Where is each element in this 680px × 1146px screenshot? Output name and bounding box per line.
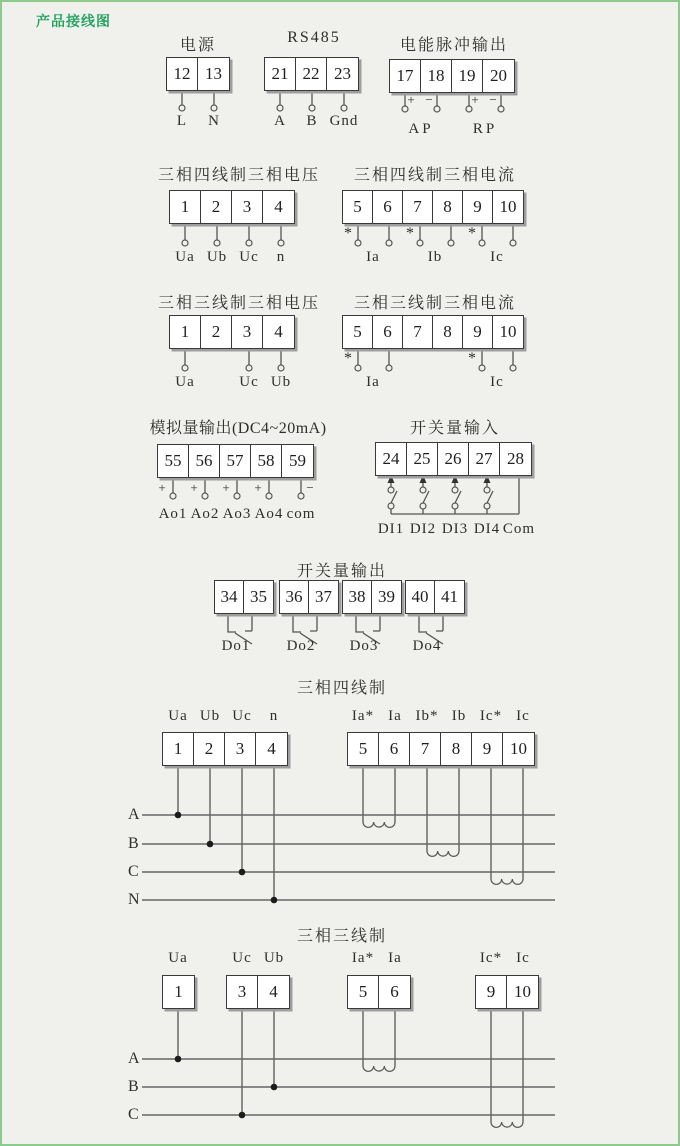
terminal-6: 6 (373, 316, 403, 348)
label-Ia-star: Ia* (351, 708, 375, 724)
terminal-strip-w3-ucub (226, 975, 290, 1009)
terminal-28: 28 (507, 449, 524, 468)
terminal-13: 13 (205, 64, 222, 83)
terminal-23: 23 (334, 64, 351, 83)
terminal-3: 3 (225, 733, 256, 765)
terminal-3: 3 (232, 191, 263, 223)
bus-label-B: B (128, 835, 139, 852)
page-title: 产品接线图 (36, 13, 111, 29)
terminal-strip-w4-voltage (162, 732, 288, 766)
terminal-34: 34 (215, 581, 244, 613)
label-Uc: Uc (232, 708, 252, 724)
label-Ia: Ia (388, 708, 402, 724)
terminal-26: 26 (438, 443, 469, 475)
terminal-1: 1 (170, 316, 201, 348)
label-Ub: Ub (199, 708, 221, 724)
terminal-10: 10 (499, 197, 517, 216)
label-n: n (269, 708, 279, 724)
terminal-36: 36 (280, 581, 309, 613)
label-Com: Com (502, 521, 536, 537)
label-Ic: Ic (516, 950, 530, 966)
section-title-w3: 三相三线制 (296, 928, 388, 945)
label-Ua: Ua (168, 708, 188, 724)
plus-sign: + (222, 480, 230, 495)
polarity-star-icon: * (468, 225, 476, 242)
terminal-strip-w3-ua (162, 975, 195, 1009)
polarity-star-icon: * (344, 225, 352, 242)
terminal-8: 8 (441, 733, 472, 765)
label-RP: RP (472, 121, 498, 137)
terminal-3: 3 (227, 976, 258, 1008)
section-title-w4: 三相四线制 (296, 680, 388, 697)
terminal-2: 2 (201, 191, 232, 223)
terminal-58: 58 (251, 445, 282, 477)
terminal-4: 4 (267, 739, 276, 758)
w3-drop-wires (178, 1009, 523, 1122)
label-Ib: Ib (451, 708, 467, 724)
terminal-5: 5 (343, 316, 373, 348)
label-Ic: Ic (516, 708, 530, 724)
minus-sign: − (489, 92, 497, 107)
label-N: N (208, 113, 220, 129)
plus-sign: + (190, 480, 198, 495)
terminal-7: 7 (410, 733, 441, 765)
label-Ia: Ia (366, 249, 380, 265)
terminal-57: 57 (220, 445, 251, 477)
terminal-21: 21 (265, 58, 296, 90)
label-Ao4: Ao4 (254, 506, 284, 522)
terminal-4: 4 (274, 322, 283, 341)
section-title-c4: 三相四线制三相电流 (353, 167, 517, 184)
terminal-5: 5 (348, 733, 379, 765)
label-L: L (176, 113, 188, 129)
terminal-19: 19 (452, 60, 483, 92)
section-title-power: 电源 (179, 37, 217, 54)
terminal-20: 20 (490, 66, 507, 85)
terminal-38: 38 (343, 581, 372, 613)
junction-dots (175, 812, 278, 1119)
terminal-35: 35 (250, 587, 267, 606)
section-title-c3: 三相三线制三相电流 (353, 295, 517, 312)
terminal-strip-w3-ic (475, 975, 539, 1009)
terminal-24: 24 (376, 443, 407, 475)
terminal-strip-c4 (342, 190, 524, 224)
label-Gnd: Gnd (329, 113, 359, 129)
polarity-star-icon: * (344, 350, 352, 367)
terminal-18: 18 (421, 60, 452, 92)
terminal-22: 22 (296, 58, 327, 90)
label-Ib: Ib (427, 249, 443, 265)
section-title-analog: 模拟量输出(DC4~20mA) (149, 420, 327, 437)
label-Ub: Ub (263, 950, 285, 966)
terminal-9: 9 (463, 316, 493, 348)
terminal-9: 9 (463, 191, 493, 223)
terminal-2: 2 (194, 733, 225, 765)
terminal-strip-di (375, 442, 532, 476)
terminal-strip-c3 (342, 315, 524, 349)
label-Do3: Do3 (349, 638, 379, 654)
plus-sign: + (407, 92, 415, 107)
label-A: A (274, 113, 286, 129)
terminal-4: 4 (274, 197, 283, 216)
di-switch-blades (391, 491, 493, 503)
label-n: n (276, 249, 286, 265)
terminal-strip-w3-ia (347, 975, 411, 1009)
label-Ic: Ic (490, 249, 504, 265)
label-Ub: Ub (206, 249, 228, 265)
terminal-40: 40 (406, 581, 435, 613)
plus-sign: + (158, 480, 166, 495)
terminal-7: 7 (403, 316, 433, 348)
label-DI3: DI3 (441, 521, 469, 537)
polarity-star-icon: * (468, 350, 476, 367)
w4-bus-lines (142, 815, 555, 900)
terminal-strip-v4 (169, 190, 295, 224)
terminal-12: 12 (167, 58, 198, 90)
terminal-6: 6 (373, 191, 403, 223)
terminal-1: 1 (174, 982, 183, 1001)
terminal-3: 3 (232, 316, 263, 348)
label-Ua: Ua (175, 249, 195, 265)
terminal-55: 55 (158, 445, 189, 477)
terminal-37: 37 (315, 587, 332, 606)
label-Do1: Do1 (221, 638, 251, 654)
label-com: com (286, 506, 316, 522)
bus-label-N: N (128, 891, 140, 908)
terminal-strip-do3 (342, 580, 402, 614)
section-title-rs485: RS485 (287, 29, 341, 46)
label-Do4: Do4 (412, 638, 442, 654)
terminal-6: 6 (390, 982, 399, 1001)
terminal-8: 8 (433, 191, 463, 223)
terminal-17: 17 (390, 60, 421, 92)
bus-label-C: C (128, 863, 139, 880)
terminal-5: 5 (348, 976, 379, 1008)
label-B: B (306, 113, 318, 129)
terminal-strip-pulse (389, 59, 515, 93)
terminal-8: 8 (433, 316, 463, 348)
section-title-di: 开关量输入 (409, 420, 501, 437)
terminal-10: 10 (510, 739, 527, 758)
terminal-5: 5 (343, 191, 373, 223)
terminal-strip-do2 (279, 580, 339, 614)
label-Ic: Ic (490, 374, 504, 390)
terminal-39: 39 (378, 587, 395, 606)
terminal-strip-w4-current (347, 732, 535, 766)
label-Ao3: Ao3 (222, 506, 252, 522)
minus-sign: − (306, 480, 314, 495)
label-Ao2: Ao2 (190, 506, 220, 522)
label-Uc: Uc (232, 950, 252, 966)
power-wires (182, 91, 214, 105)
c4-wires (358, 224, 513, 240)
plus-sign: + (254, 480, 262, 495)
polarity-star-icon: * (406, 225, 414, 242)
terminal-1: 1 (170, 191, 201, 223)
terminal-41: 41 (441, 587, 458, 606)
bus-label-A: A (128, 1050, 140, 1067)
label-AP: AP (408, 121, 434, 137)
label-Ua: Ua (175, 374, 195, 390)
v3-wires (185, 349, 281, 365)
minus-sign: − (425, 92, 433, 107)
terminal-strip-rs485 (264, 57, 359, 91)
label-Ia: Ia (366, 374, 380, 390)
di-arrowhead-icons (388, 475, 491, 483)
bus-label-B: B (128, 1078, 139, 1095)
section-title-v3: 三相三线制三相电压 (157, 295, 321, 312)
terminal-4: 4 (269, 982, 278, 1001)
bus-label-A: A (128, 806, 140, 823)
terminal-strip-do1 (214, 580, 274, 614)
section-title-do: 开关量输出 (296, 563, 388, 580)
section-title-pulse: 电能脉冲输出 (399, 37, 509, 54)
label-Ic-star: Ic* (479, 708, 503, 724)
label-Uc: Uc (239, 249, 259, 265)
terminal-10: 10 (514, 982, 531, 1001)
v4-wires (185, 224, 281, 240)
label-Uc: Uc (239, 374, 259, 390)
label-DI1: DI1 (377, 521, 405, 537)
label-Do2: Do2 (286, 638, 316, 654)
terminal-strip-do4 (405, 580, 465, 614)
terminal-27: 27 (469, 443, 500, 475)
terminal-9: 9 (472, 733, 503, 765)
label-DI4: DI4 (473, 521, 501, 537)
bus-label-C: C (128, 1106, 139, 1123)
label-Ua: Ua (168, 950, 188, 966)
do-relay-contacts (228, 614, 443, 644)
section-title-v4: 三相四线制三相电压 (157, 167, 321, 184)
w3-bus-lines (142, 1059, 555, 1115)
terminal-59: 59 (289, 451, 306, 470)
label-Ic-star: Ic* (479, 950, 503, 966)
label-Ao1: Ao1 (158, 506, 188, 522)
terminal-25: 25 (407, 443, 438, 475)
terminal-7: 7 (403, 191, 433, 223)
w4-drop-wires (178, 766, 523, 900)
terminal-strip-v3 (169, 315, 295, 349)
terminal-10: 10 (499, 322, 517, 341)
rs485-wires (280, 91, 344, 105)
pulse-wires (405, 93, 501, 106)
terminal-strip-power (166, 57, 230, 91)
terminal-9: 9 (476, 976, 507, 1008)
label-Ub: Ub (270, 374, 292, 390)
terminal-6: 6 (379, 733, 410, 765)
terminal-56: 56 (189, 445, 220, 477)
terminal-1: 1 (163, 733, 194, 765)
label-Ib-star: Ib* (415, 708, 439, 724)
terminal-strip-analog (157, 444, 314, 478)
c3-wires (358, 349, 513, 365)
label-Ia: Ia (388, 950, 402, 966)
plus-sign: + (471, 92, 479, 107)
label-DI2: DI2 (409, 521, 437, 537)
label-Ia-star: Ia* (351, 950, 375, 966)
terminal-2: 2 (201, 316, 232, 348)
